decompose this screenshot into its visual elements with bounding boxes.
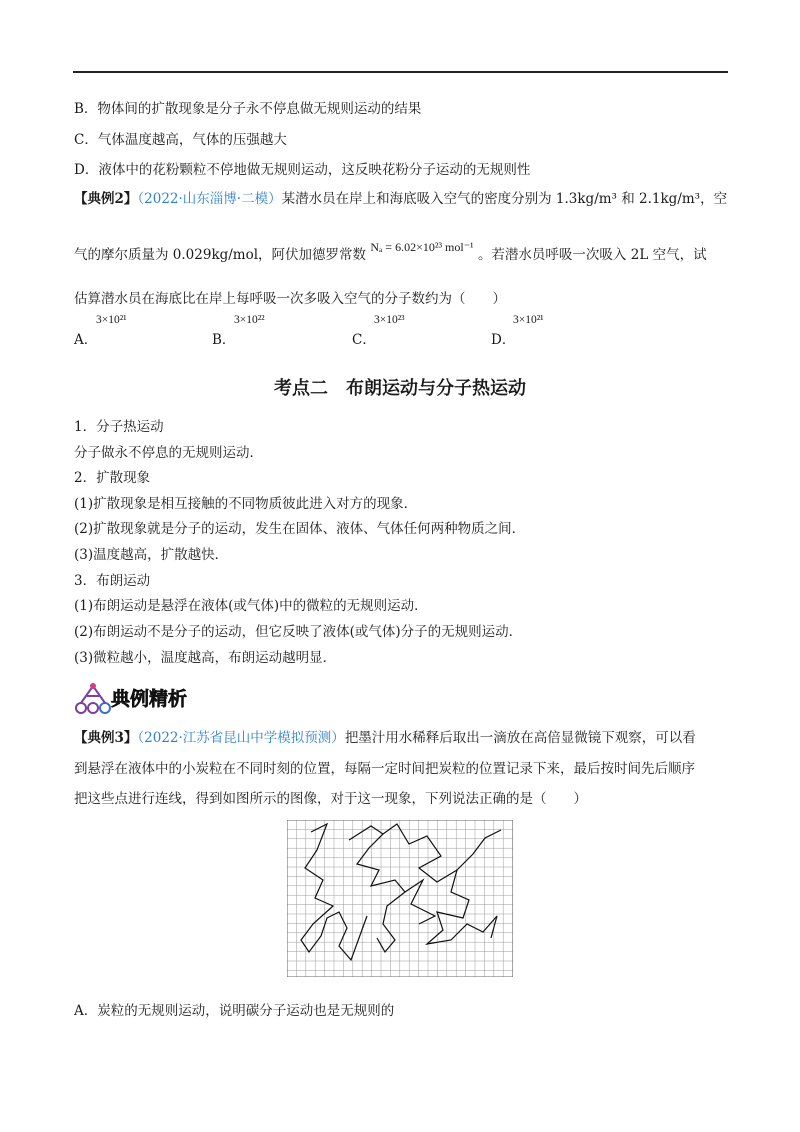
example2-tag: 【典例2】 bbox=[74, 191, 138, 207]
option-b: B．物体间的扩散现象是分子永不停息做无规则运动的结果 bbox=[74, 101, 422, 117]
example3-text1: 把墨汁用水稀释后取出一滴放在高倍显微镜下观察，可以看 bbox=[344, 730, 696, 746]
brownian-motion-figure bbox=[287, 820, 513, 977]
example2-text2a: 气的摩尔质量为 0.029kg/mol，阿伏加德罗常数 bbox=[74, 247, 367, 263]
header-rule bbox=[73, 71, 728, 73]
point3-item2: (2)布朗运动不是分子的运动，但它反映了液体(或气体)分子的无规则运动． bbox=[74, 624, 523, 640]
point3-item1: (1)布朗运动是悬浮在液体(或气体)中的微粒的无规则运动． bbox=[74, 598, 428, 614]
particle-path-3 bbox=[383, 824, 497, 944]
example2-text2b: 。若潜水员呼吸一次吸入 2L 空气，试 bbox=[477, 247, 707, 263]
option-d: D．液体中的花粉颗粒不停地做无规则运动，这反映花粉分子运动的无规则性 bbox=[74, 162, 531, 178]
example2-text1: 某潜水员在岸上和海底吸入空气的密度分别为 1.3kg/m³ 和 2.1kg/m³，空 bbox=[281, 191, 728, 207]
answer-d-value: 3×10²¹ bbox=[513, 314, 544, 326]
answer-c-label: C． bbox=[352, 332, 376, 348]
example3-option-a: A．炭粒的无规则运动，说明碳分子运动也是无规则的 bbox=[74, 1003, 395, 1019]
avogadro-formula: Nₐ = 6.02×10²³ mol⁻¹ bbox=[370, 240, 474, 254]
example3-source[interactable]: （2022·江苏省昆山中学模拟预测） bbox=[137, 730, 345, 746]
particle-path-5 bbox=[457, 830, 501, 870]
example3-tag: 【典例3】 bbox=[74, 730, 138, 746]
point1-text: 分子做永不停息的无规则运动． bbox=[74, 445, 263, 461]
answer-a-label: A． bbox=[74, 332, 98, 348]
example3-line2: 到悬浮在液体中的小炭粒在不同时刻的位置，每隔一定时间把炭粒的位置记录下来，最后按时间先后顺序 bbox=[74, 761, 695, 777]
point2-item3: (3)温度越高，扩散越快． bbox=[74, 547, 229, 563]
answer-b-value: 3×10²² bbox=[234, 314, 265, 326]
point2-heading: 2．扩散现象 bbox=[74, 470, 151, 486]
brownian-path-diagram bbox=[287, 820, 513, 977]
example-analysis-logo bbox=[73, 678, 203, 718]
answer-a-value: 3×10²¹ bbox=[96, 314, 127, 326]
particle-path-4 bbox=[405, 880, 435, 924]
section-title: 考点二 布朗运动与分子热运动 bbox=[274, 378, 526, 399]
example2-line3: 估算潜水员在海底比在岸上每呼吸一次多吸入空气的分子数约为（ ） bbox=[74, 291, 506, 307]
answer-d-label: D． bbox=[491, 332, 516, 348]
point3-item3: (3)微粒越小，温度越高，布朗运动越明显． bbox=[74, 650, 337, 666]
option-c: C．气体温度越高，气体的压强越大 bbox=[74, 132, 287, 148]
answer-b-label: B． bbox=[212, 332, 236, 348]
point2-item2: (2)扩散现象就是分子的运动，发生在固体、液体、气体任何两种物质之间． bbox=[74, 521, 526, 537]
logo-text: 典例精析 bbox=[111, 688, 188, 710]
example3-line3: 把这些点进行连线，得到如图所示的图像，对于这一现象，下列说法正确的是（ ） bbox=[74, 791, 587, 807]
example2-line1 bbox=[74, 190, 727, 208]
particle-path-2 bbox=[349, 826, 405, 952]
answer-c-value: 3×10²³ bbox=[374, 314, 405, 326]
point1-heading: 1．分子热运动 bbox=[74, 419, 164, 435]
example2-source[interactable]: （2022·山东淄博·二模） bbox=[137, 191, 282, 207]
example3-line1 bbox=[74, 729, 696, 747]
point2-item1: (1)扩散现象是相互接触的不同物质彼此进入对方的现象． bbox=[74, 496, 418, 512]
example2-line2 bbox=[74, 240, 707, 264]
point3-heading: 3．布朗运动 bbox=[74, 573, 151, 589]
